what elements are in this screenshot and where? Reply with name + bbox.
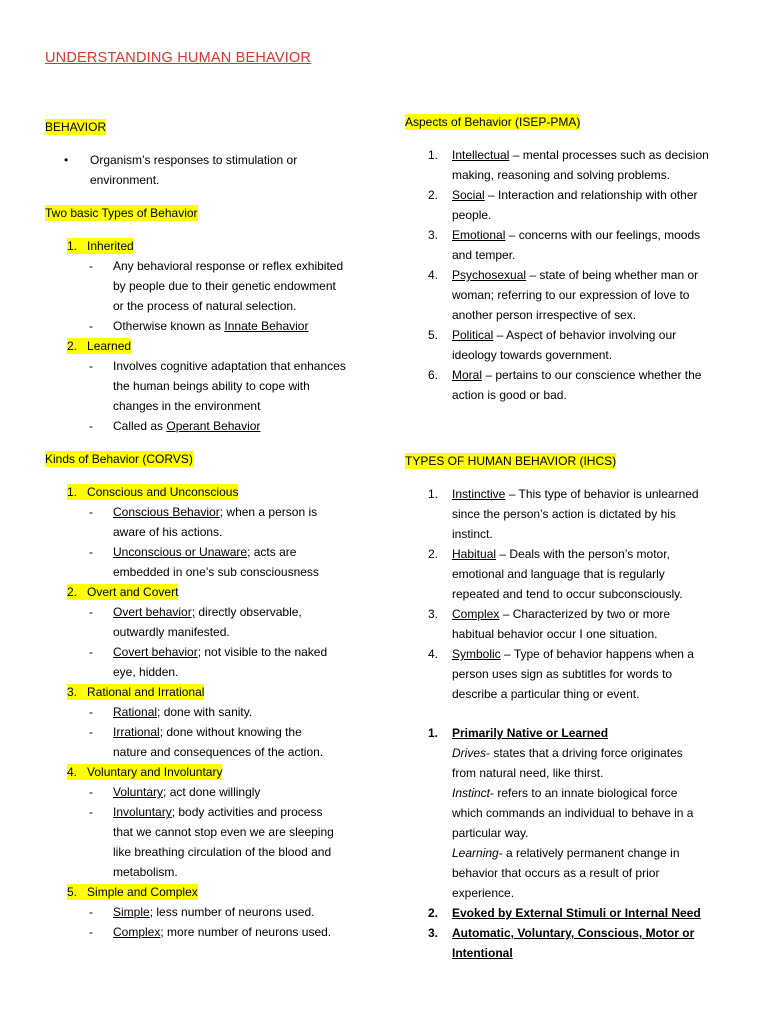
dash-marker: - — [89, 925, 93, 939]
aspect-number: 6. — [428, 368, 439, 382]
origin-number: 3. — [428, 926, 439, 940]
kind-sub-line: embedded in one’s sub consciousness — [113, 565, 319, 579]
aspect-line: Intellectual – mental processes such as decision — [452, 148, 709, 162]
dash-marker: - — [89, 545, 93, 559]
kind-item: 5. Simple and Complex — [67, 885, 198, 899]
type-line: habitual behavior occur I one situation. — [452, 627, 658, 641]
kind-sub-line: Complex; more number of neurons used. — [113, 925, 332, 939]
dash-marker: - — [89, 359, 93, 373]
kind-sub-line: Covert behavior; not visible to the naked — [113, 645, 328, 659]
aspect-line: and temper. — [452, 248, 516, 262]
learned-desc-line: Involves cognitive adaptation that enhances — [113, 359, 346, 373]
aspect-line: making, reasoning and solving problems. — [452, 168, 671, 182]
operant-behavior-line: Called as Operant Behavior — [113, 419, 261, 433]
kind-sub-line: Involuntary; body activities and process — [113, 805, 323, 819]
kind-sub-line: Voluntary; act done willingly — [113, 785, 261, 799]
aspect-number: 5. — [428, 328, 439, 342]
kind-sub-line: nature and consequences of the action. — [113, 745, 324, 759]
type-number: 3. — [428, 607, 439, 621]
dash-marker: - — [89, 805, 93, 819]
kind-item: 1. Conscious and Unconscious — [67, 485, 239, 499]
instinct-line: which commands an individual to behave in a — [452, 806, 694, 820]
inherited-item: 1. Inherited — [67, 239, 134, 253]
inherited-desc-line: Any behavioral response or reflex exhibited — [113, 259, 344, 273]
aspects-heading: Aspects of Behavior (ISEP-PMA) — [405, 115, 581, 129]
type-line: emotional and language that is regularly — [452, 567, 665, 581]
origin-label: Intentional — [452, 946, 513, 960]
type-line: since the person’s action is dictated by his — [452, 507, 676, 521]
aspect-line: Emotional – concerns with our feelings, moods — [452, 228, 701, 242]
type-line: instinct. — [452, 527, 493, 541]
learned-desc-line: changes in the environment — [113, 399, 261, 413]
kind-sub-line: Conscious Behavior; when a person is — [113, 505, 318, 519]
inherited-desc-line: by people due to their genetic endowment — [113, 279, 336, 293]
kind-item: 4. Voluntary and Involuntary — [67, 765, 223, 779]
origin-number: 1. — [428, 726, 439, 740]
type-line: Instinctive – This type of behavior is unlearned — [452, 487, 699, 501]
types-heading: TYPES OF HUMAN BEHAVIOR (IHCS) — [405, 454, 617, 468]
behavior-heading: BEHAVIOR — [45, 120, 107, 134]
kind-sub-line: Simple; less number of neurons used. — [113, 905, 315, 919]
type-line: Habitual – Deals with the person’s motor, — [452, 547, 670, 561]
origin-label: Primarily Native or Learned — [452, 726, 609, 740]
aspect-line: Political – Aspect of behavior involving our — [452, 328, 677, 342]
kind-sub-line: like breathing circulation of the blood and — [113, 845, 332, 859]
type-line: repeated and tend to occur subconsciously. — [452, 587, 683, 601]
behavior-definition-line: environment. — [90, 173, 160, 187]
basic-types-heading: Two basic Types of Behavior — [45, 206, 198, 220]
drives-line: Drives- states that a driving force originates — [452, 746, 683, 760]
aspect-number: 2. — [428, 188, 439, 202]
type-number: 4. — [428, 647, 439, 661]
dash-marker: - — [89, 705, 93, 719]
dash-marker: - — [89, 605, 93, 619]
innate-behavior-line: Otherwise known as Innate Behavior — [113, 319, 309, 333]
learned-desc-line: the human beings ability to cope with — [113, 379, 310, 393]
aspect-line: another person irrespective of sex. — [452, 308, 637, 322]
kind-item: 3. Rational and Irrational — [67, 685, 205, 699]
origin-label: Automatic, Voluntary, Conscious, Motor or — [452, 926, 695, 940]
kind-sub-line: that we cannot stop even we are sleeping — [113, 825, 334, 839]
dash-marker: - — [89, 419, 93, 433]
type-line: Complex – Characterized by two or more — [452, 607, 671, 621]
origin-number: 2. — [428, 906, 439, 920]
learning-line: Learning- a relatively permanent change in — [452, 846, 680, 860]
kinds-heading: Kinds of Behavior (CORVS) — [45, 452, 193, 466]
aspect-line: Social – Interaction and relationship with other — [452, 188, 698, 202]
kind-sub-line: outwardly manifested. — [113, 625, 230, 639]
aspect-line: action is good or bad. — [452, 388, 567, 402]
kind-sub-line: Rational; done with sanity. — [113, 705, 253, 719]
kind-sub-line: aware of his actions. — [113, 525, 223, 539]
kind-sub-line: Irrational; done without knowing the — [113, 725, 302, 739]
origin-label: Evoked by External Stimuli or Internal Need — [452, 906, 701, 920]
aspect-number: 1. — [428, 148, 439, 162]
aspect-number: 3. — [428, 228, 439, 242]
dash-marker: - — [89, 905, 93, 919]
dash-marker: - — [89, 785, 93, 799]
kind-sub-line: Unconscious or Unaware; acts are — [113, 545, 297, 559]
kind-sub-line: Overt behavior; directly observable, — [113, 605, 302, 619]
type-line: Symbolic – Type of behavior happens when a — [452, 647, 694, 661]
inherited-desc-line: or the process of natural selection. — [113, 299, 297, 313]
type-line: person uses sign as subtitles for words to — [452, 667, 673, 681]
aspect-line: Psychosexual – state of being whether man or — [452, 268, 699, 282]
bullet-icon: • — [64, 153, 69, 167]
type-number: 1. — [428, 487, 439, 501]
dash-marker: - — [89, 725, 93, 739]
drives-line: from natural need, like thirst. — [452, 766, 604, 780]
learning-line: experience. — [452, 886, 515, 900]
aspect-line: people. — [452, 208, 492, 222]
instinct-line: Instinct- refers to an innate biological force — [452, 786, 678, 800]
aspect-line: woman; referring to our expression of love to — [452, 288, 690, 302]
type-number: 2. — [428, 547, 439, 561]
kind-sub-line: metabolism. — [113, 865, 178, 879]
aspect-number: 4. — [428, 268, 439, 282]
learned-item: 2. Learned — [67, 339, 132, 353]
dash-marker: - — [89, 319, 93, 333]
type-line: describe a particular thing or event. — [452, 687, 640, 701]
dash-marker: - — [89, 505, 93, 519]
aspect-line: ideology towards government. — [452, 348, 613, 362]
dash-marker: - — [89, 259, 93, 273]
aspect-line: Moral – pertains to our conscience whether the — [452, 368, 702, 382]
kind-sub-line: eye, hidden. — [113, 665, 179, 679]
dash-marker: - — [89, 645, 93, 659]
learning-line: behavior that occurs as a result of prior — [452, 866, 660, 880]
kind-item: 2. Overt and Covert — [67, 585, 179, 599]
behavior-definition-line: Organism’s responses to stimulation or — [90, 153, 298, 167]
instinct-line: particular way. — [452, 826, 529, 840]
page-title: UNDERSTANDING HUMAN BEHAVIOR — [45, 50, 312, 66]
